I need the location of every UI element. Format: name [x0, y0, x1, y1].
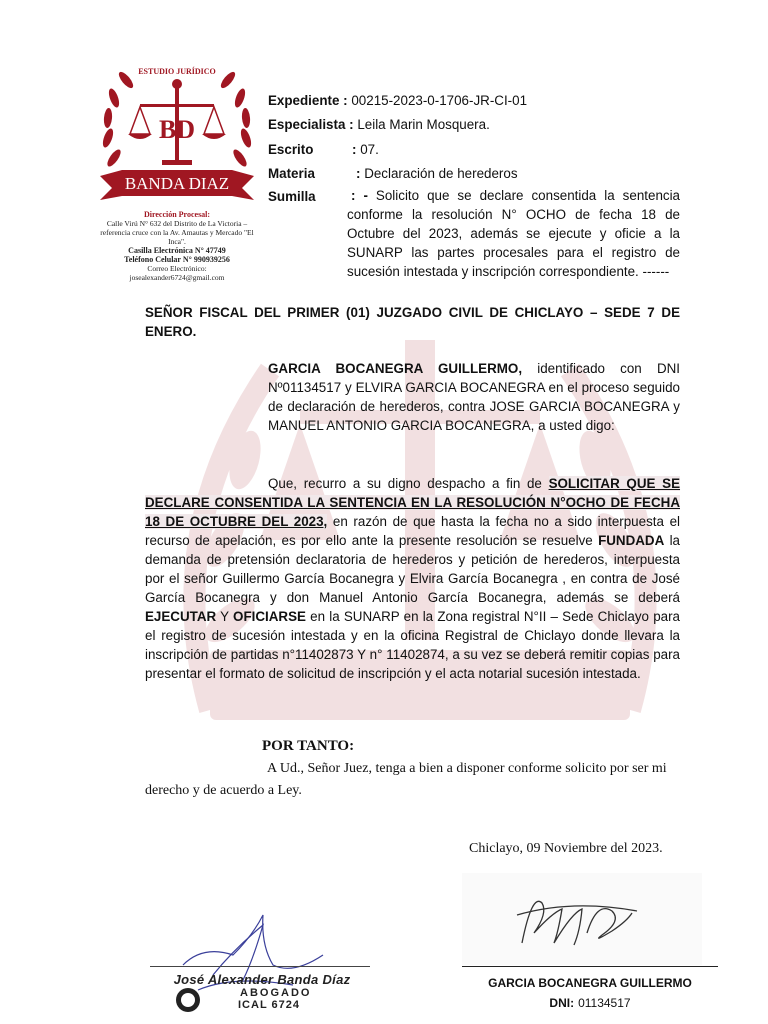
client-dni: DNI: 01134517 — [549, 996, 631, 1010]
especialista-row: Especialista : Leila Marin Mosquera. — [268, 117, 490, 132]
lawyer-name: José Alexander Banda Díaz — [173, 972, 351, 987]
petitioner-name: GARCIA BOCANEGRA GUILLERMO, — [268, 361, 523, 376]
document-page: BD BANDA DIAZ ESTUDIO JURÍDICO Dirección Procesal: Calle Virú N° 632 del Distrito de La Victoria – referencia cruce con la Av. Amautas y Mercado "El Inca". Casilla Electrónica N° 47749 Teléfono Celular N° 990939256 Correo Electrónico: josealexander6724@gmail.com Expediente : 00215-2023-0-1706-JR-CI-01 Especialista : Leila Marin Mosquera. Escrito : 07. Materia : Declaración de herederos Sumilla : - Solicito que se declare consentida la sentencia conforme la resolución N° OCHO de fecha 18 de Octubre del 2023, además se ejecute y oficie a la SUNARP las partes procesales para el registro de sucesión intestada y inscripción correspondiente. ------ SEÑOR FISCAL DEL PRIMER (01) JUZGADO CIVIL DE CHICLAYO – SEDE 7 DE ENERO. GARCIA BOCANEGRA GUILLERMO, identificado con DNI Nº01134517 y ELVIRA GARCIA BOCANEGRA en el proceso seguido de declaración de herederos, contra JOSE GARCIA BOCANEGRA y MANUEL ANTONIO GARCIA BOCANEGRA, a usted digo: Que, recurro a su digno despacho a fin de SOLICITAR QUE SE DECLARE CONSENTIDA LA SENTENCIA EN LA RESOLUCIÓN N°OCHO DE FECHA 18 DE OCTUBRE DEL 2023, en razón de que hasta la fecha no a sido interpuesta el recurso de apelación, es por ello ante la presente resolución se resuelve FUNDADA la demanda de pretensión declaratoria de herederos y petición de herederos, interpuesta por el señor Guillermo García Bocanegra y Elvira García Bocanegra , en contra de José García Bocanegra y don Manuel Antonio García Bocanegra, además se deberá EJECUTAR Y OFICIARSE en la SUNARP en la Zona registral N°II – Sede Chiclayo para el registro de sucesión intestada y en la oficina Registral de Chiclayo donde llevara la inscripción de partidas n°11402873 Y n° 11402874, a su vez se deberá remitir copias para presentar el formato de solicitud de inscripción y el acta notarial sucesión intestada. POR TANTO: A Ud., Señor Juez, tenga a bien a disponer conforme solicito por ser mi derecho y de acuerdo a Ley. Chiclayo, 09 Noviembre del 2023. GARCIA BOCANEGRA GUILLERMO DNI: 01134517 José Alexander Banda Díaz ABOGADO ICAL 6724 — [0, 0, 768, 1024]
logo-arc-text: ESTUDIO JURÍDICO — [138, 67, 216, 76]
por-tanto-heading: POR TANTO: — [262, 738, 355, 754]
client-signature-line — [462, 966, 718, 967]
sumilla-row — [268, 188, 316, 205]
addressee-title: SEÑOR FISCAL DEL PRIMER (01) JUZGADO CIVIL DE CHICLAYO – SEDE 7 DE ENERO. — [145, 305, 680, 339]
contact-title: Dirección Procesal: — [143, 210, 211, 219]
logo-banner-text: BANDA DIAZ — [124, 174, 230, 193]
contact-email-label: Correo Electrónico: — [147, 264, 207, 273]
escrito-row — [268, 141, 313, 158]
escrito-label: Escrito — [268, 142, 314, 157]
intro-paragraph: GARCIA BOCANEGRA GUILLERMO, identificado con DNI Nº01134517 y ELVIRA GARCIA BOCANEGRA en el proceso seguido de declaración de herederos, contra JOSE GARCIA BOCANEGRA y MANUEL ANTONIO GARCIA BOCANEGRA, a usted digo: — [268, 361, 680, 433]
materia-row — [268, 165, 315, 182]
lawyer-role: ABOGADO — [240, 987, 312, 999]
body-paragraph: Que, recurro a su digno despacho a fin de SOLICITAR QUE SE DECLARE CONSENTIDA LA SENTENCIA EN LA RESOLUCIÓN N°OCHO DE FECHA 18 DE OCTUBRE DEL 2023, en razón de que hasta la fecha no a sido interpuesta el recurso de apelación, es por ello ante la presente resolución se resuelve FUNDADA la demanda de pretensión declaratoria de herederos y petición de herederos, interpuesta por el señor Guillermo García Bocanegra y Elvira García Bocanegra , en contra de José García Bocanegra y don Manuel Antonio García Bocanegra, además se deberá EJECUTAR Y OFICIARSE en la SUNARP en la Zona registral N°II – Sede Chiclayo para el registro de sucesión intestada y en la oficina Registral de Chiclayo donde llevara la inscripción de partidas n°11402873 Y n° 11402874, a su vez se deberá remitir copias para presentar el formato de solicitud de inscripción y el acta notarial sucesión intestada. — [145, 476, 681, 681]
especialista-value: Leila Marin Mosquera. — [357, 117, 490, 132]
client-signature-icon — [462, 873, 702, 965]
contact-phone: Teléfono Celular N° 990939256 — [124, 255, 230, 264]
lawyer-signature-line — [150, 966, 370, 967]
lawyer-registration: ICAL 6724 — [238, 999, 300, 1011]
sumilla-value: : - Solicito que se declare consentida la sentencia conforme la resolución N° OCHO de fecha 18 de Octubre del 2023, además se ejecute y oficie a la SUNARP las partes procesales para el registro de sucesión intestada y inscripción correspondiente. ------ — [347, 188, 681, 279]
expediente-row: Expediente : 00215-2023-0-1706-JR-CI-01 — [268, 93, 528, 108]
client-name: GARCIA BOCANEGRA GUILLERMO — [488, 976, 692, 990]
client-signature-area — [462, 873, 702, 965]
expediente-value: 00215-2023-0-1706-JR-CI-01 — [351, 93, 528, 108]
expediente-label: Expediente — [268, 93, 340, 108]
contact-address: Calle Virú N° 632 del Distrito de La Victoria – referencia cruce con la Av. Amautas y Mercado "El Inca". — [100, 219, 254, 246]
materia-value: Declaración de herederos — [364, 166, 518, 181]
materia-label: Materia — [268, 166, 315, 181]
document-date: Chiclayo, 09 Noviembre del 2023. — [469, 841, 663, 856]
escrito-value: 07. — [360, 142, 379, 157]
closing-paragraph: A Ud., Señor Juez, tenga a bien a disponer conforme solicito por ser mi derecho y de acuerdo a Ley. — [145, 761, 667, 798]
especialista-label: Especialista — [268, 117, 346, 132]
contact-block — [92, 210, 262, 282]
request-highlight: SOLICITAR QUE SE DECLARE CONSENTIDA LA SENTENCIA EN LA RESOLUCIÓN N°OCHO DE FECHA 18 DE OCTUBRE DEL 2023, — [145, 476, 681, 529]
banda-diaz-logo-icon — [92, 58, 262, 208]
sumilla-label: Sumilla — [268, 189, 316, 204]
contact-casilla: Casilla Electrónica N° 47749 — [128, 246, 226, 255]
logo-monogram: BD — [158, 115, 196, 144]
contact-email: josealexander6724@gmail.com — [129, 273, 225, 282]
